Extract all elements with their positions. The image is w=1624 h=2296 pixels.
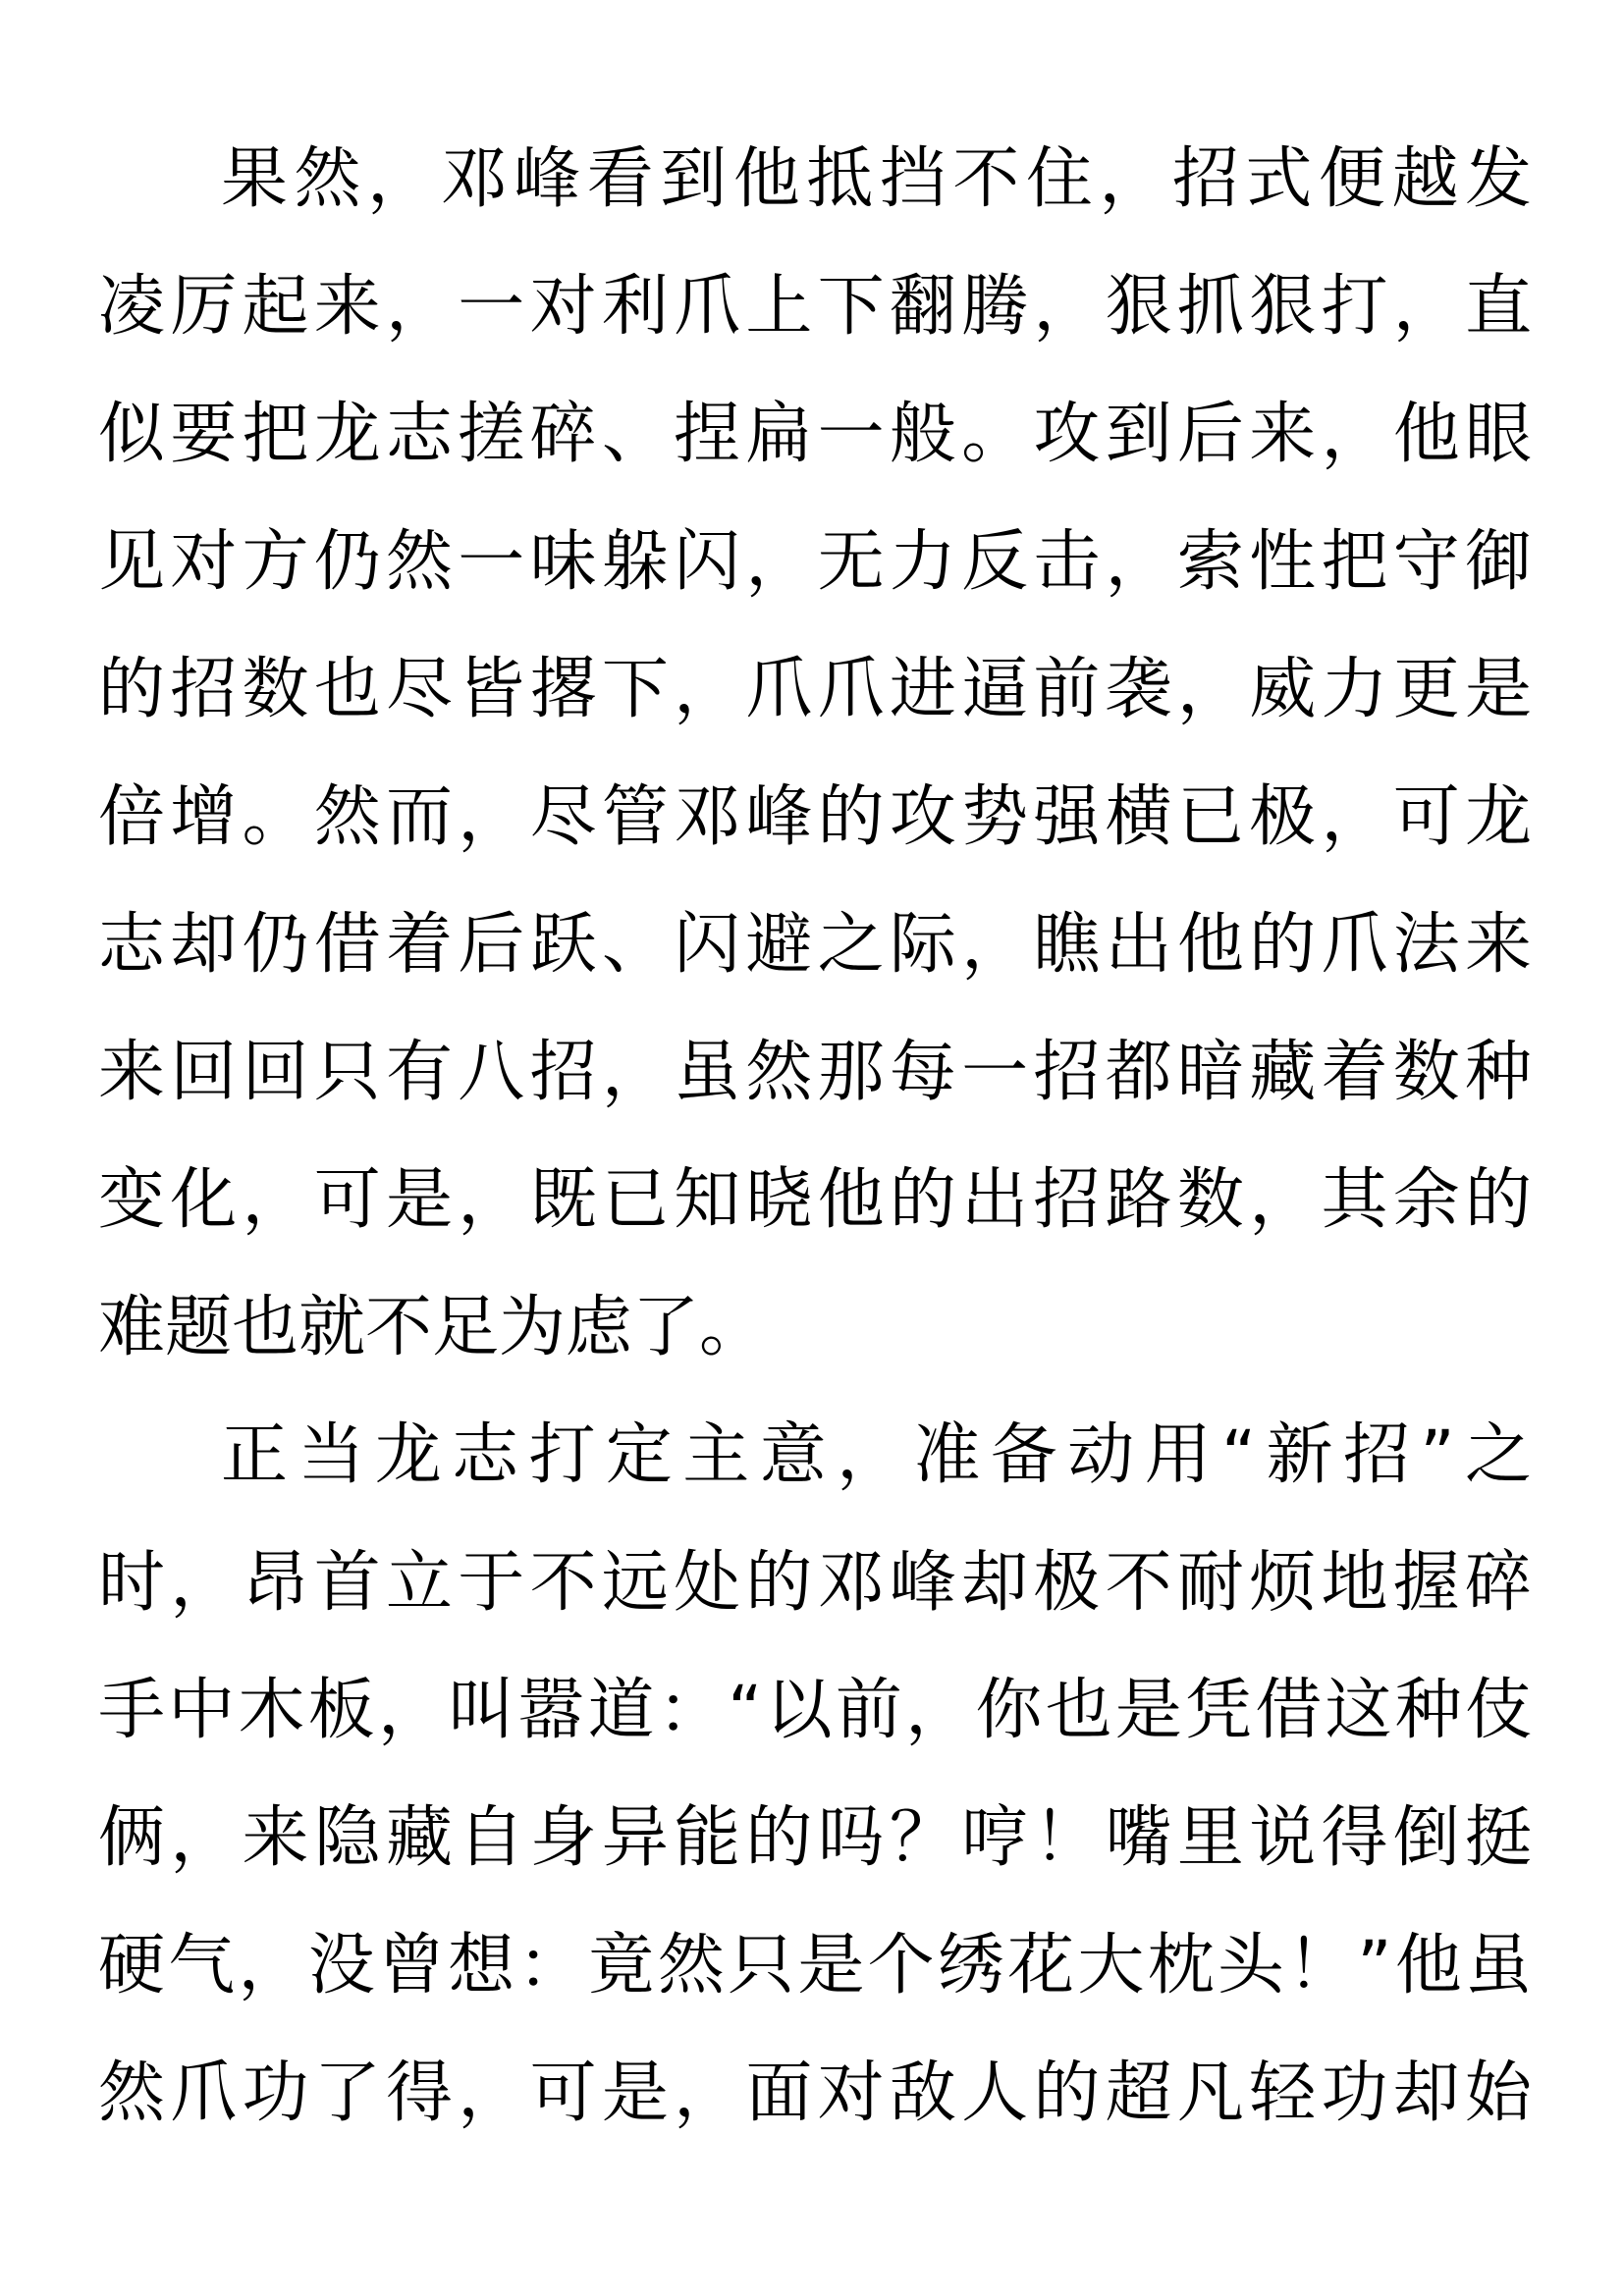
text-line-3: 似要把龙志搓碎、捏扁一般。攻到后来，他眼 (98, 396, 1532, 473)
text-line-12: 时，昂首立于不远处的邓峰却极不耐烦地握碎 (98, 1544, 1532, 1622)
text-line-4: 见对方仍然一味躲闪，无力反击，索性把守御 (98, 523, 1532, 601)
text-line-2: 凌厉起来，一对利爪上下翻腾，狠抓狠打，直 (98, 268, 1532, 346)
text-line-1: 果然，邓峰看到他抵挡不住，招式便越发 (221, 140, 1532, 218)
text-line-8: 来回回只有八招，虽然那每一招都暗藏着数种 (98, 1034, 1532, 1111)
text-line-9: 变化，可是，既已知晓他的出招路数，其余的 (98, 1161, 1532, 1239)
text-line-16: 然爪功了得，可是，面对敌人的超凡轻功却始 (98, 2055, 1532, 2132)
text-line-10: 难题也就不足为虑了。 (98, 1289, 767, 1366)
text-line-5: 的招数也尽皆撂下，爪爪进逼前袭，威力更是 (98, 651, 1532, 728)
body-text (98, 116, 1532, 2158)
text-line-6: 倍增。然而，尽管邓峰的攻势强横已极，可龙 (98, 778, 1532, 856)
text-line-13: 手中木板，叫嚣道：“以前，你也是凭借这种伎 (98, 1672, 1532, 1749)
text-line-7: 志却仍借着后跃、闪避之际，瞧出他的爪法来 (98, 906, 1532, 984)
text-line-14: 俩，来隐藏自身异能的吗？哼！嘴里说得倒挺 (98, 1799, 1532, 1877)
text-line-11: 正当龙志打定主意，准备动用“新招”之 (221, 1416, 1532, 1494)
text-line-15: 硬气，没曾想：竟然只是个绣花大枕头！”他虽 (98, 1927, 1532, 2004)
